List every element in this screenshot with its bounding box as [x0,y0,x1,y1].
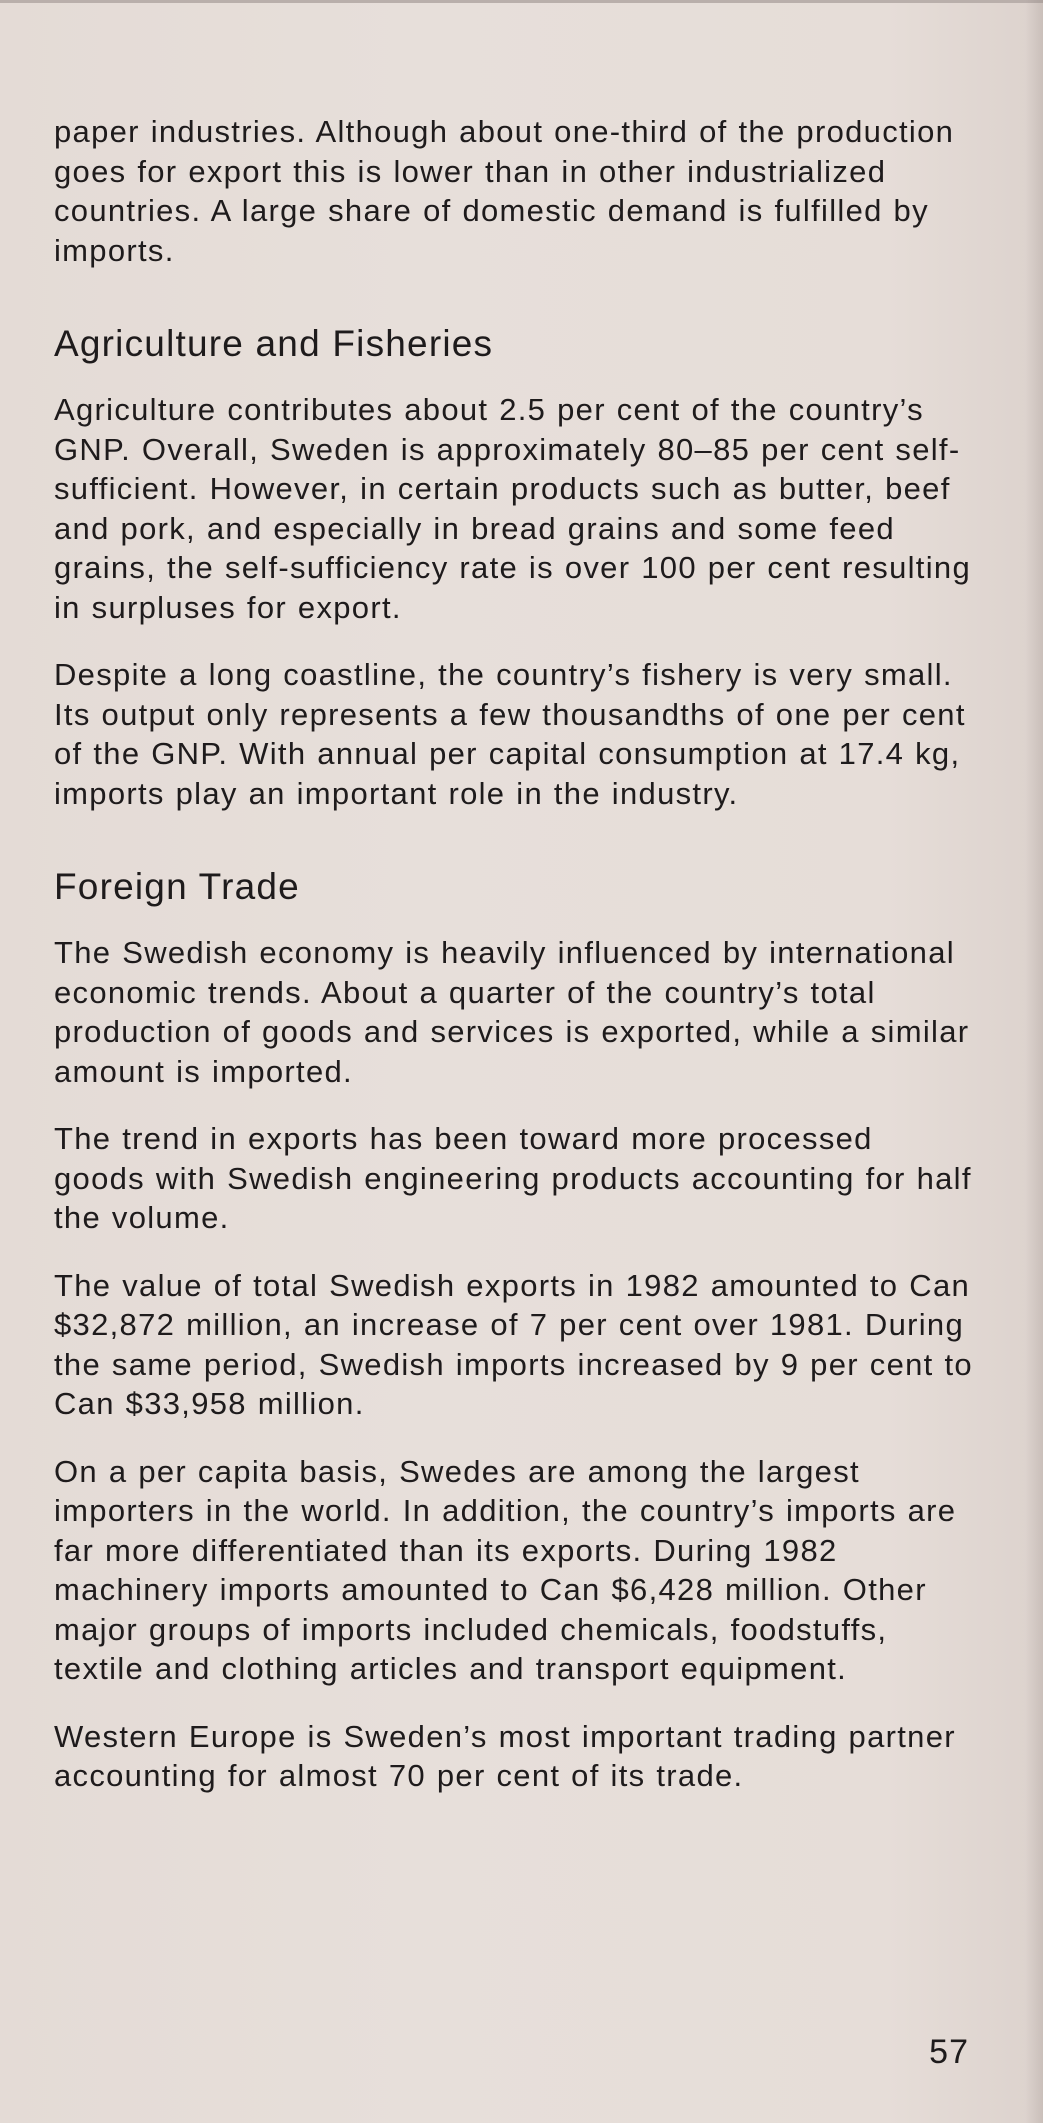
page-number: 57 [929,2033,969,2071]
foreign-trade-paragraph-4: On a per capita basis, Swedes are among the largest importers in the world. In addition, the country’s imports are far more differentiated than its exports. During 1982 machinery imports amounted to Can $6,428 million. Other major groups of imports included chemicals, foodstuffs, textile and clothing articles and transport equipment. [54,1453,957,1686]
agriculture-paragraph-2: Despite a long coastline, the country’s fishery is very small. Its output only represents a few thousandths of one per cent of the GNP. With annual per capital consumption at 17.4 kg, imports play an important role in the industry. [54,657,966,811]
page-right-edge [1025,0,1043,2123]
page-top-edge [0,0,1043,3]
foreign-trade-heading: Foreign Trade [54,866,300,907]
page-content [54,112,974,1824]
agriculture-heading: Agriculture and Fisheries [54,323,494,364]
intro-paragraph: paper industries. Although about one-third of the production goes for export this is lower than in other industrialized countries. A large share of domestic demand is fulfilled by imports. [54,114,955,268]
foreign-trade-paragraph-5: Western Europe is Sweden’s most important trading partner accounting for almost 70 per cent of its trade. [54,1718,956,1793]
foreign-trade-paragraph-1: The Swedish economy is heavily influenced by international economic trends. About a quarter of the country’s total production of goods and services is exported, while a similar amount is imported. [54,935,970,1089]
agriculture-paragraph-1: Agriculture contributes about 2.5 per cent of the country’s GNP. Overall, Sweden is approximately 80–85 per cent self-sufficient. However, in certain products such as butter, beef and pork, and especially in bread grains and some feed grains, the self-sufficiency rate is over 100 per cent resulting in surpluses for export. [54,392,971,625]
foreign-trade-paragraph-2: The trend in exports has been toward more processed goods with Swedish engineering products accounting for half the volume. [54,1121,972,1235]
foreign-trade-paragraph-3: The value of total Swedish exports in 1982 amounted to Can $32,872 million, an increase of 7 per cent over 1981. During the same period, Swedish imports increased by 9 per cent to Can $33,958 million. [54,1267,973,1421]
